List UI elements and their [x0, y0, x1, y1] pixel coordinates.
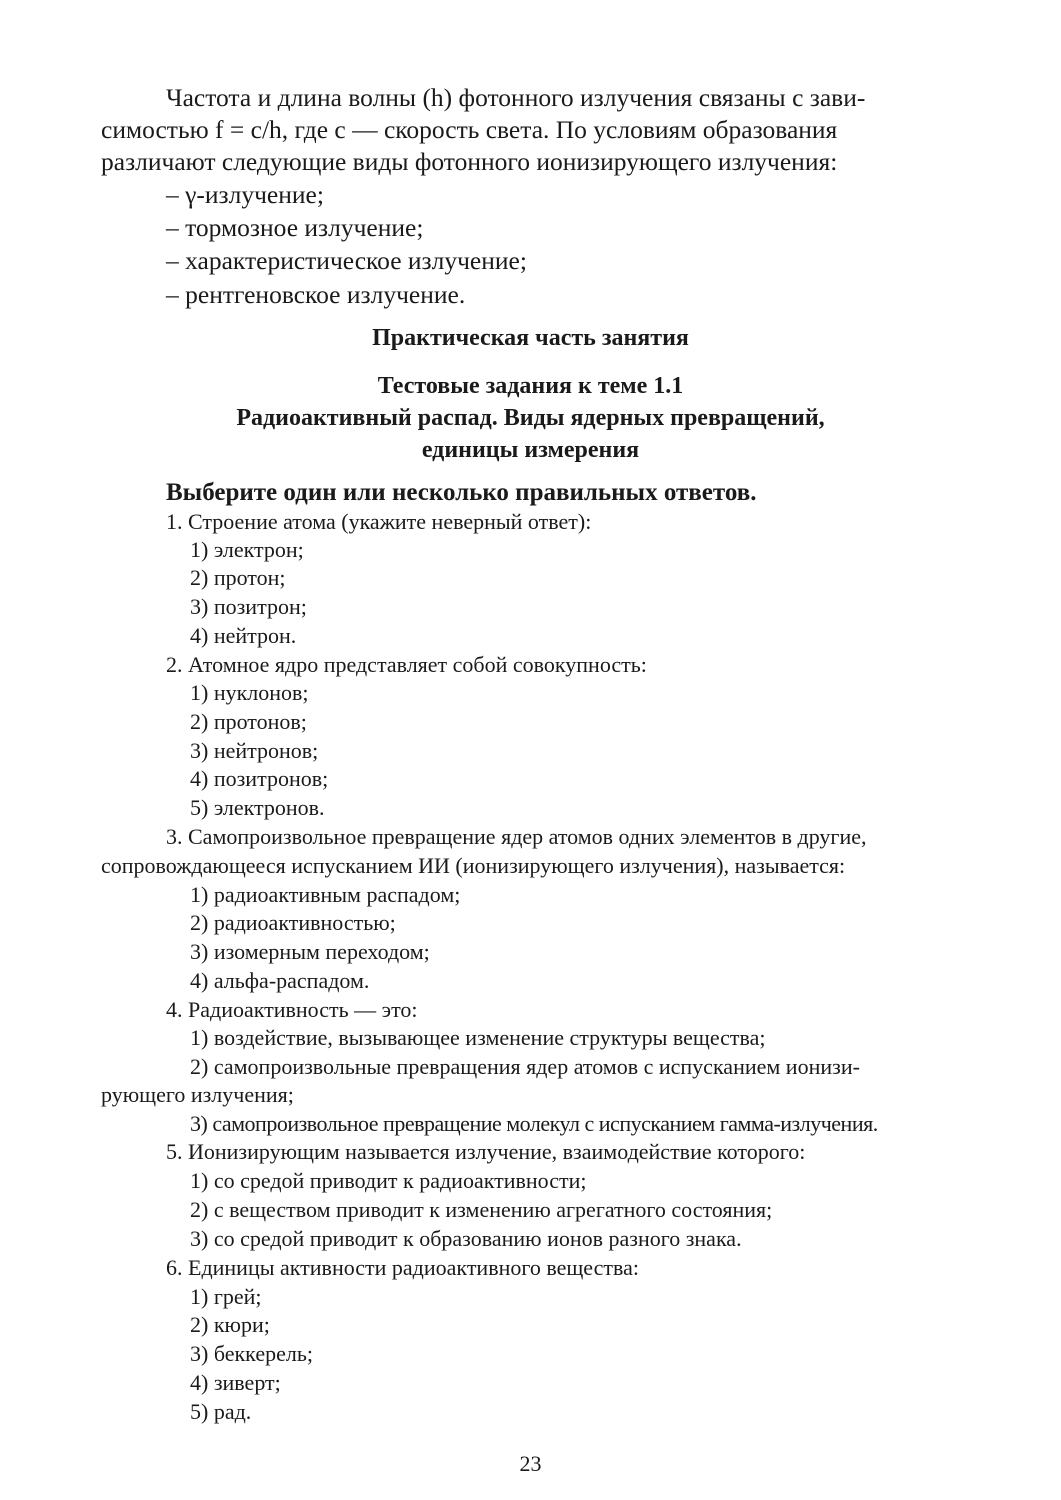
question-1: 1. Строение атома (укажите неверный ответ): [166, 509, 592, 534]
answer-option: 3) со средой приводит к образованию ионов разного знака. [190, 1226, 742, 1251]
intro-line-1: Частота и длина волны (h) фотонного излучения связаны с зави- [166, 83, 866, 112]
answer-option: 1) электрон; [190, 537, 304, 562]
answer-option: 2) кюри; [190, 1312, 270, 1337]
answer-option-continuation: рующего излучения; [101, 1082, 294, 1107]
radiation-type-item: – γ-излучение; [166, 180, 324, 209]
radiation-type-item: – рентгеновское излучение. [166, 280, 466, 309]
answer-option: 3) нейтронов; [190, 738, 319, 763]
question-2: 2. Атомное ядро представляет собой совокупность: [166, 652, 647, 677]
answer-option: 5) электронов. [190, 795, 325, 820]
answer-option: 3) изомерным переходом; [190, 939, 430, 964]
question-4: 4. Радиоактивность — это: [166, 997, 418, 1022]
question-6: 6. Единицы активности радиоактивного вещества: [166, 1255, 639, 1280]
topic-line-1: Радиоактивный распад. Виды ядерных превращений, [236, 405, 825, 431]
answer-option: 1) грей; [190, 1284, 262, 1309]
intro-line-2: симостью f = c/h, где c — скорость света. По условиям образования [101, 115, 838, 144]
answer-option: 4) зиверт; [190, 1370, 281, 1395]
answer-option: 3) беккерель; [190, 1341, 313, 1366]
instruction-heading: Выберите один или несколько правильных ответов. [166, 479, 757, 506]
answer-option: 1) радиоактивным распадом; [190, 882, 461, 907]
answer-option: 1) воздействие, вызывающее изменение структуры вещества; [190, 1025, 766, 1050]
test-title: Тестовые задания к теме 1.1 [377, 373, 684, 399]
answer-option: 4) позитронов; [190, 766, 329, 791]
answer-option: 1) со средой приводит к радиоактивности; [190, 1168, 587, 1193]
question-3-line-2: сопровождающееся испусканием ИИ (ионизирующего излучения), называется: [101, 853, 846, 878]
intro-line-3: различают следующие виды фотонного ионизирующего излучения: [101, 147, 838, 176]
topic-line-2: единицы измерения [421, 437, 640, 463]
answer-option: 2) с веществом приводит к изменению агрегатного состояния; [190, 1197, 773, 1222]
radiation-type-item: – тормозное излучение; [166, 213, 424, 242]
answer-option: 2) радиоактивностью; [190, 910, 396, 935]
answer-option: 3) позитрон; [190, 594, 307, 619]
question-3-line-1: 3. Самопроизвольное превращение ядер атомов одних элементов в другие, [166, 824, 867, 849]
radiation-type-item: – характеристическое излучение; [166, 246, 527, 275]
answer-option: 2) протонов; [190, 709, 307, 734]
answer-option: 4) нейтрон. [190, 623, 297, 648]
practical-heading: Практическая часть занятия [372, 325, 689, 351]
answer-option: 2) протон; [190, 565, 286, 590]
answer-option: 1) нуклонов; [190, 680, 309, 705]
answer-option: 4) альфа-распадом. [190, 968, 370, 993]
question-5: 5. Ионизирующим называется излучение, взаимодействие которого: [166, 1139, 806, 1164]
answer-option: 2) самопроизвольные превращения ядер атомов с испусканием ионизи- [190, 1054, 860, 1079]
answer-option: 3) самопроизвольное превращение молекул с испусканием гамма-излучения. [190, 1111, 878, 1136]
page-number: 23 [519, 1451, 542, 1476]
answer-option: 5) рад. [190, 1399, 252, 1424]
